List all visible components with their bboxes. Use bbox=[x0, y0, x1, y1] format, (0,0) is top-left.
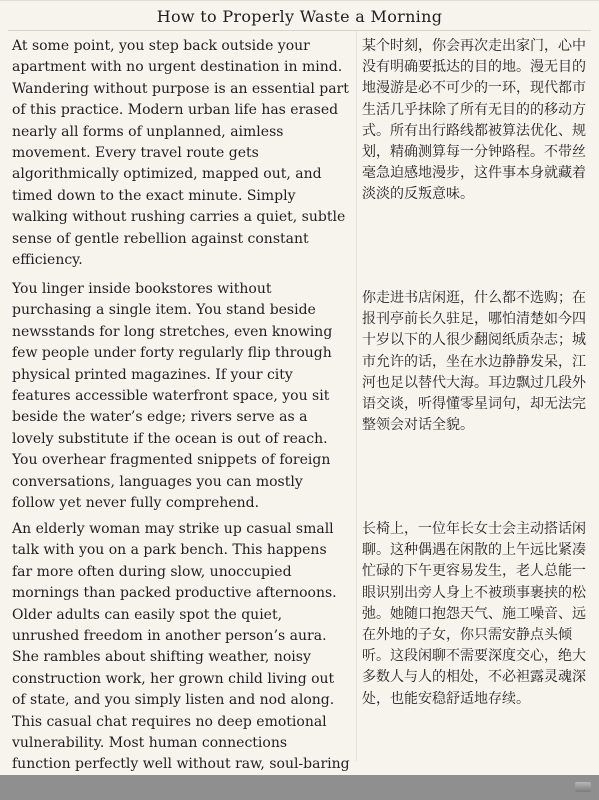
bottom-bar bbox=[0, 775, 599, 800]
paragraph-en-1: At some point, you step back outside your apartment with no urgent destination in mind. Wandering without purpose is an essential part of this practice. Modern urban life has erased nearly all forms of unplanned, aimless movement. Every travel route gets algorithmically optimized, mapped out, and timed down to the exact minute. Simply walking without rushing carries a quiet, subtle sense of gentle rebellion against constant efficiency. bbox=[12, 38, 349, 269]
page-title: How to Properly Waste a Morning bbox=[156, 7, 443, 26]
resize-grip-icon[interactable] bbox=[575, 782, 591, 792]
paragraph-zh-2: 你走进书店闲逛，什么都不选购；在报刊亭前长久驻足，哪怕清楚如今四十岁以下的人很少翻阅纸质杂志；城市允许的话，坐在水边静静发呆，江河也足以替代大海。耳边飘过几段外语交谈，听得懂零星词句，却无法完整领会对话全貌。 bbox=[362, 290, 586, 434]
paragraph-zh-3: 长椅上，一位年长女士会主动搭话闲聊。这种偶遇在闲散的上午远比紧凑忙碌的下午更容易发生，老人总能一眼识别出旁人身上不被琐事裹挟的松弛。她随口抱怨天气、施工噪音、远在外地的子女，你只需安静点头倾听。这段闲聊不需要深度交心，绝大多数人与人的相处，不必袒露灵魂深处，也能安稳舒适地存续。 bbox=[362, 521, 586, 707]
paragraph-en-2: You linger inside bookstores without purchasing a single item. You stand beside newsstands for long stretches, even knowing few people under forty regularly flip through physical printed magazines. If your city features accessible waterfront space, you sit beside the water’s edge; rivers serve as a lovely substitute if the ocean is out of reach. You overhear fragmented snippets of foreign conversations, languages you can mostly follow yet never fully comprehend. bbox=[12, 281, 333, 512]
column-divider bbox=[356, 31, 357, 761]
paragraph-zh-1: 某个时刻，你会再次走出家门，心中没有明确要抵达的目的地。漫无目的地漫游是必不可少的一环，现代都市生活几乎抹除了所有无目的的移动方式。所有出行路线都被算法优化、规划，精确测算每一分钟路程。不带丝毫急迫感地漫步，这件事本身就藏着淡淡的反叛意味。 bbox=[362, 38, 586, 203]
paragraph-en-3: An elderly woman may strike up casual small talk with you on a park bench. This happens far more often during slow, unoccupied mornings than packed productive afternoons. Older adults can easily spot the quiet, unrushed freedom in another person’s aura. She rambles about shifting weather, noisy construction work, her grown child living out of state, and you simply listen and nod along. This casual chat requires no deep emotional vulnerability. Most human connections function perfectly well without raw, soul-baring bbox=[12, 521, 350, 773]
title-divider bbox=[8, 30, 591, 31]
